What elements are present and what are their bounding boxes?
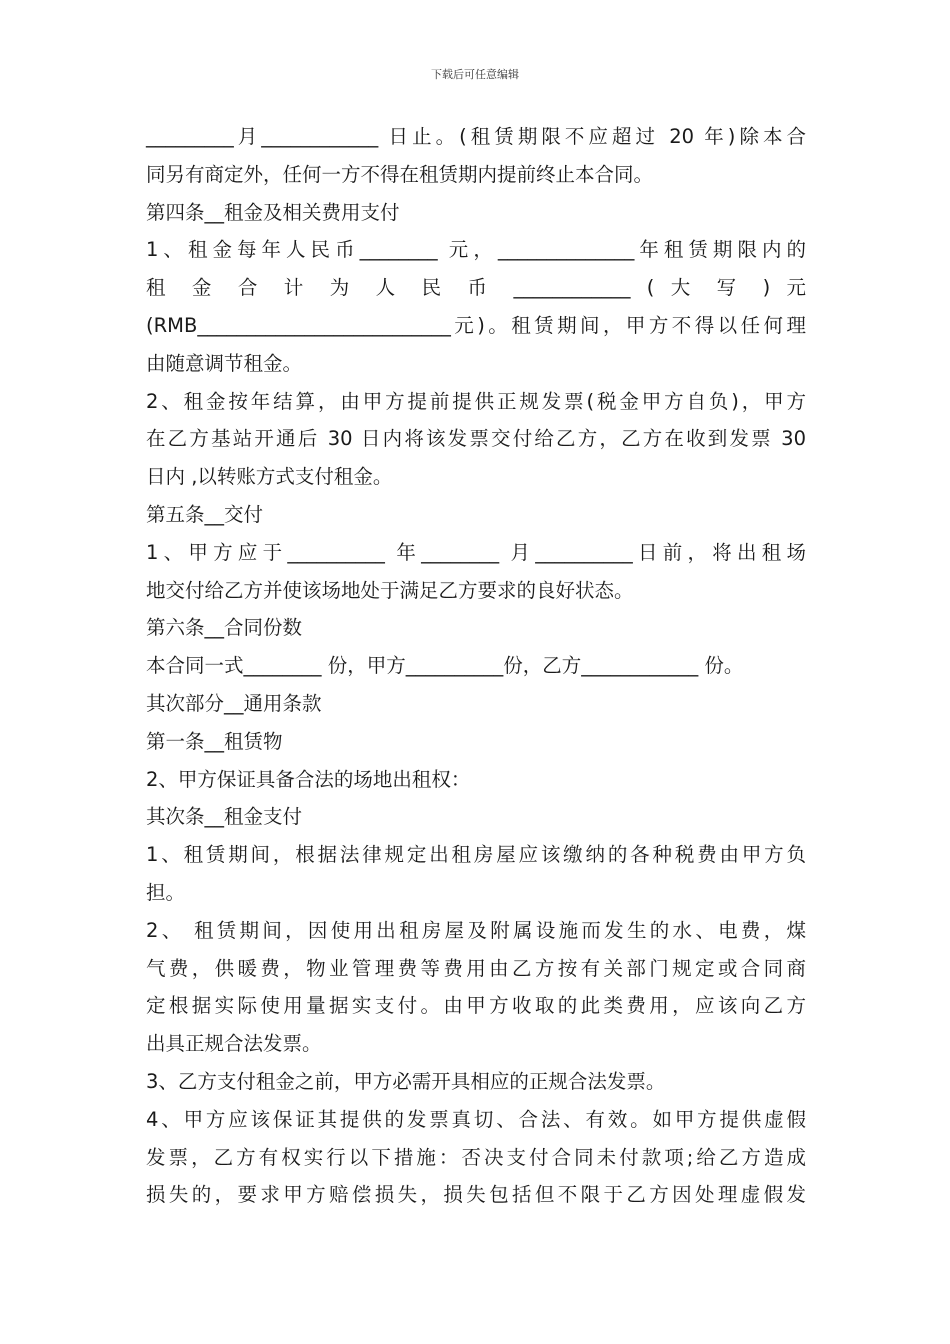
- section-heading: 其次条__租金支付: [146, 805, 303, 829]
- text-line: 出具正规合法发票。: [146, 1032, 322, 1056]
- text-line: 定根据实际使用量据实支付。由甲方收取的此类费用，应该向乙方: [146, 994, 806, 1018]
- text-line: (RMB__________________________元)。租赁期间，甲方不得以任何理: [146, 313, 806, 337]
- text-line: 担。: [146, 880, 186, 904]
- text-line: 同另有商定外，任何一方不得在租赁期内提前终止本合同。: [146, 162, 654, 186]
- section-heading: 第五条__交付: [146, 502, 264, 526]
- text-line: 地交付给乙方并使该场地处于满足乙方要求的良好状态。: [146, 578, 634, 602]
- section-heading: 第一条__租赁物: [146, 729, 283, 753]
- text-line: 3、乙方支付租金之前，甲方必需开具相应的正规合法发票。: [146, 1069, 666, 1093]
- text-line: 2、甲方保证具备合法的场地出租权：: [146, 767, 471, 791]
- page-header-note: 下载后可任意编辑: [431, 68, 519, 81]
- text-line: 1、租赁期间，根据法律规定出租房屋应该缴纳的各种税费由甲方负: [146, 843, 806, 867]
- text-line: 在乙方基站开通后 30 日内将该发票交付给乙方，乙方在收到发票 30: [146, 427, 806, 451]
- section-heading: 第四条__租金及相关费用支付: [146, 200, 400, 224]
- text-line: 1、租金每年人民币________ 元，______________年租赁期限内的: [146, 238, 806, 262]
- text-line: 4、甲方应该保证其提供的发票真切、合法、有效。如甲方提供虚假: [146, 1107, 806, 1131]
- section-heading: 第六条__合同份数: [146, 616, 303, 640]
- text-line: 由随意调节租金。: [146, 351, 303, 375]
- text-line: 2、 租赁期间，因使用出租房屋及附属设施而发生的水、电费，煤: [146, 918, 806, 942]
- section-heading: 其次部分__通用条款: [146, 691, 322, 715]
- document-body: [146, 118, 806, 1214]
- text-line: 2、租金按年结算，由甲方提前提供正规发票(税金甲方自负)，甲方: [146, 389, 806, 413]
- text-line: 发票，乙方有权实行以下措施：否决支付合同未付款项;给乙方造成: [146, 1145, 806, 1169]
- text-line: 日内 ,以转账方式支付租金。: [146, 465, 393, 489]
- text-line: _________月____________ 日止。(租赁期限不应超过 20 年)除本合: [146, 125, 806, 148]
- text-line: 气费，供暖费，物业管理费等费用由乙方按有关部门规定或合同商: [146, 956, 806, 980]
- text-line: 1、甲方应于__________ 年________ 月__________日前，将出租场: [146, 540, 806, 564]
- text-line: 损失的，要求甲方赔偿损失，损失包括但不限于乙方因处理虚假发: [146, 1183, 806, 1207]
- text-line: 本合同一式________ 份，甲方__________份，乙方____________ 份。: [146, 654, 744, 678]
- text-line: 租 金 合 计 为 人 民 币 ____________ ( 大 写 ) 元: [146, 276, 806, 300]
